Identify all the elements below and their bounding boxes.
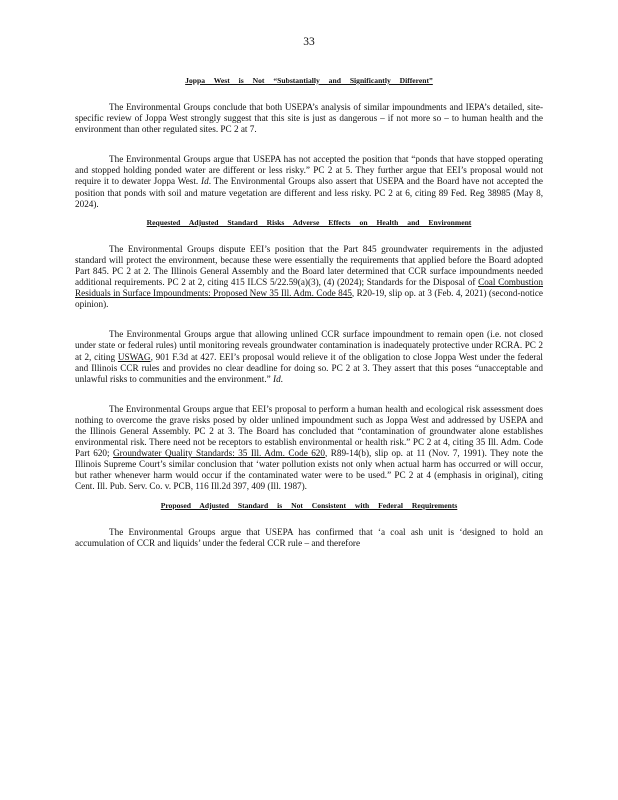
paragraph-text: The Environmental Groups argue that USEPA has confirmed that ‘a coal ash unit is ‘designed to hold an accumulation of CCR and liquids’ under the federal CCR rule – and therefore — [75, 526, 543, 548]
paragraph — [75, 244, 543, 311]
paragraph-text: The Environmental Groups argue that EEI’s proposal to perform a human health and ecological risk assessment does nothing to overcome the grave risks posed by older unlined impoundment such as Joppa West and addressed by USEPA and the Illinois General Assembly. PC 2 at 3. The Board has concluded that “contamination of groundwater alone establishes environmental risk. There need not be receptors to establish environmental or health risk.” PC 2 at 4, citing 35 Ill. Adm. Code Part 620; — [75, 403, 543, 459]
paragraph-text: The Environmental Groups argue that allowing unlined CCR surface impoundment to remain open (i.e. not closed under state or federal rules) until monitoring reveals groundwater contamination is inadequately protective under RCRA. PC 2 at 2, citing — [75, 329, 543, 362]
document-body — [75, 72, 543, 549]
paragraph-text: . The Environmental Groups also assert that USEPA and the Board have not accepted the position that ponds with soil and mature vegetation are different and less risky. PC 2 at 6, citing 89 Fed. Reg 38985 (May 8, 2024). — [75, 176, 543, 209]
paragraph-text: The Environmental Groups argue that USEPA has not accepted the position that “ponds that have stopped operating and stopped holding ponded water are different or less risky.” PC 2 at 5. They further argue that EEI’s proposal would not require it to dewater Joppa West. — [75, 154, 543, 187]
paragraph-text: The Environmental Groups conclude that both USEPA’s analysis of similar impoundments and IEPA’s detailed, site-specific review of Joppa West strongly suggest that this site is just as dangerous – if not more so – to human health and the environment than other regulated sites. PC 2 at 7. — [75, 102, 543, 135]
case-citation: Coal Combustion Residuals in Surface Impoundments: Proposed New 35 Ill. Adm. Code 845 — [75, 277, 544, 299]
paragraph-text: The Environmental Groups dispute EEI’s position that the Part 845 groundwater requirements in the adjusted standard will protect the environment, because these were essentially the requirements that applied before the Board adopted Part 845. PC 2 at 2. The Illinois General Assembly and the Board later determined that CCR surface impoundments needed additional requirements. PC 2 at 2, citing 415 ILCS 5/22.59(a)(3), (4) (2024); Standards for the Disposal of — [75, 243, 543, 288]
paragraph-text: , R20-19, slip op. at 3 (Feb. 4, 2021) (second-notice opinion). — [75, 288, 544, 310]
case-citation: Groundwater Quality Standards: 35 Ill. Adm. Code 620 — [113, 448, 325, 459]
paragraph — [75, 527, 543, 549]
paragraph — [75, 404, 543, 493]
paragraph-text: , R89-14(b), slip op. at 11 (Nov. 7, 1991). They note the Illinois Supreme Court’s similar conclusion that ‘water pollution exists not only when actual harm has occurred or will occur, but rather whenever harm would occur if the contaminated water were to be used.” PC 2 at 4 (emphasis in original), citing Cent. Ill. Pub. Serv. Co. v. PCB, 116 Ill.2d 397, 409 (Ill. 1987). — [75, 448, 544, 492]
id-citation: Id — [201, 176, 209, 187]
paragraph — [75, 102, 543, 135]
paragraph — [75, 329, 543, 384]
paragraph-text: , 901 F.3d at 427. EEI’s proposal would relieve it of the obligation to close Joppa West under the federal and Illinois CCR rules and provides no clear deadline for doing so. PC 2 at 3. They assert that this poses “unacceptable and unlawful risks to communities and the environment.” — [75, 351, 543, 384]
case-citation: USWAG — [117, 351, 151, 362]
section-heading-adverse-effects: Requested Adjusted Standard Risks Adverse Effects on Health and Environment — [146, 217, 472, 227]
section-heading-joppa-west: Joppa West is Not “Substantially and Significantly Different” — [185, 76, 433, 85]
page-number: 33 — [303, 36, 315, 48]
paragraph-text: . — [280, 373, 283, 384]
section-heading-federal-requirements: Proposed Adjusted Standard is Not Consistent with Federal Requirements — [160, 500, 458, 510]
paragraph — [75, 154, 543, 209]
id-citation: Id — [273, 373, 281, 384]
